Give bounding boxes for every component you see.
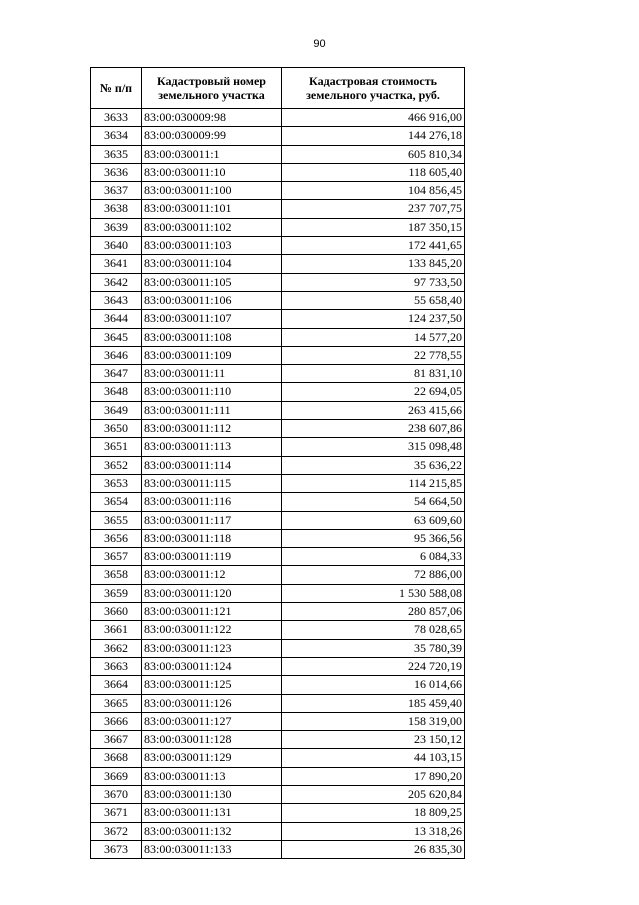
row-number: 3642 xyxy=(91,273,142,291)
table-row xyxy=(91,127,465,145)
table-row xyxy=(91,346,465,364)
cadastral-value: 16 014,66 xyxy=(282,676,465,694)
table-row xyxy=(91,676,465,694)
cadastral-value: 237 707,75 xyxy=(282,200,465,218)
cadastral-value: 35 780,39 xyxy=(282,639,465,657)
table-row xyxy=(91,328,465,346)
cadastral-number: 83:00:030011:131 xyxy=(142,804,282,822)
cadastral-number: 83:00:030011:105 xyxy=(142,273,282,291)
cadastral-number: 83:00:030011:112 xyxy=(142,420,282,438)
cadastral-number: 83:00:030011:119 xyxy=(142,548,282,566)
row-number: 3641 xyxy=(91,255,142,273)
table-row xyxy=(91,291,465,309)
table-row xyxy=(91,785,465,803)
cadastral-number: 83:00:030011:124 xyxy=(142,657,282,675)
cadastral-value: 172 441,65 xyxy=(282,237,465,255)
header-num: № п/п xyxy=(91,68,142,109)
row-number: 3653 xyxy=(91,474,142,492)
cadastral-number: 83:00:030011:129 xyxy=(142,749,282,767)
row-number: 3669 xyxy=(91,767,142,785)
table-row xyxy=(91,218,465,236)
cadastral-value: 22 694,05 xyxy=(282,383,465,401)
header-cadastral-value: Кадастровая стоимость земельного участка, руб. xyxy=(282,68,465,109)
row-number: 3637 xyxy=(91,182,142,200)
row-number: 3645 xyxy=(91,328,142,346)
cadastral-number: 83:00:030011:107 xyxy=(142,310,282,328)
row-number: 3652 xyxy=(91,456,142,474)
row-number: 3666 xyxy=(91,712,142,730)
row-number: 3672 xyxy=(91,822,142,840)
cadastral-value: 26 835,30 xyxy=(282,840,465,858)
header-row xyxy=(91,68,465,109)
cadastral-value: 466 916,00 xyxy=(282,109,465,127)
cadastral-number: 83:00:030011:109 xyxy=(142,346,282,364)
row-number: 3651 xyxy=(91,438,142,456)
table-row xyxy=(91,383,465,401)
cadastral-value: 114 215,85 xyxy=(282,474,465,492)
row-number: 3659 xyxy=(91,584,142,602)
row-number: 3654 xyxy=(91,493,142,511)
table-row xyxy=(91,365,465,383)
cadastral-number: 83:00:030011:126 xyxy=(142,694,282,712)
table-row xyxy=(91,712,465,730)
row-number: 3658 xyxy=(91,566,142,584)
table-row xyxy=(91,657,465,675)
cadastral-value: 238 607,86 xyxy=(282,420,465,438)
row-number: 3655 xyxy=(91,511,142,529)
cadastral-number: 83:00:030011:103 xyxy=(142,237,282,255)
header-cadastral-number: Кадастровый номер земельного участка xyxy=(142,68,282,109)
cadastral-value: 72 886,00 xyxy=(282,566,465,584)
cadastral-value: 144 276,18 xyxy=(282,127,465,145)
cadastral-number: 83:00:030011:127 xyxy=(142,712,282,730)
table-row xyxy=(91,529,465,547)
row-number: 3656 xyxy=(91,529,142,547)
cadastral-number: 83:00:030011:11 xyxy=(142,365,282,383)
table-header xyxy=(91,68,465,109)
table-row xyxy=(91,584,465,602)
cadastral-number: 83:00:030011:117 xyxy=(142,511,282,529)
table-body xyxy=(91,109,465,859)
table-row xyxy=(91,255,465,273)
cadastral-value: 187 350,15 xyxy=(282,218,465,236)
cadastral-value: 6 084,33 xyxy=(282,548,465,566)
cadastral-value: 97 733,50 xyxy=(282,273,465,291)
cadastral-value: 55 658,40 xyxy=(282,291,465,309)
row-number: 3662 xyxy=(91,639,142,657)
cadastral-value: 315 098,48 xyxy=(282,438,465,456)
table-row xyxy=(91,474,465,492)
cadastral-number: 83:00:030011:118 xyxy=(142,529,282,547)
table-row xyxy=(91,749,465,767)
row-number: 3665 xyxy=(91,694,142,712)
cadastral-number: 83:00:030011:123 xyxy=(142,639,282,657)
row-number: 3657 xyxy=(91,548,142,566)
cadastral-number: 83:00:030011:111 xyxy=(142,401,282,419)
table-row xyxy=(91,109,465,127)
cadastral-number: 83:00:030011:130 xyxy=(142,785,282,803)
cadastral-value: 81 831,10 xyxy=(282,365,465,383)
cadastral-number: 83:00:030011:1 xyxy=(142,145,282,163)
cadastral-number: 83:00:030011:116 xyxy=(142,493,282,511)
cadastral-number: 83:00:030011:10 xyxy=(142,163,282,181)
cadastral-number: 83:00:030011:122 xyxy=(142,621,282,639)
table-row xyxy=(91,694,465,712)
row-number: 3663 xyxy=(91,657,142,675)
row-number: 3660 xyxy=(91,603,142,621)
row-number: 3661 xyxy=(91,621,142,639)
cadastral-value: 44 103,15 xyxy=(282,749,465,767)
cadastral-value: 104 856,45 xyxy=(282,182,465,200)
cadastral-number: 83:00:030011:114 xyxy=(142,456,282,474)
row-number: 3650 xyxy=(91,420,142,438)
row-number: 3634 xyxy=(91,127,142,145)
table-row xyxy=(91,566,465,584)
cadastral-number: 83:00:030011:13 xyxy=(142,767,282,785)
row-number: 3670 xyxy=(91,785,142,803)
cadastral-value: 78 028,65 xyxy=(282,621,465,639)
row-number: 3664 xyxy=(91,676,142,694)
cadastral-value-table xyxy=(90,67,465,859)
cadastral-value: 54 664,50 xyxy=(282,493,465,511)
cadastral-number: 83:00:030011:133 xyxy=(142,840,282,858)
cadastral-value: 13 318,26 xyxy=(282,822,465,840)
cadastral-number: 83:00:030011:113 xyxy=(142,438,282,456)
cadastral-number: 83:00:030011:108 xyxy=(142,328,282,346)
cadastral-value: 280 857,06 xyxy=(282,603,465,621)
cadastral-value: 18 809,25 xyxy=(282,804,465,822)
table-row xyxy=(91,822,465,840)
table-row xyxy=(91,767,465,785)
cadastral-value: 63 609,60 xyxy=(282,511,465,529)
cadastral-value: 22 778,55 xyxy=(282,346,465,364)
row-number: 3668 xyxy=(91,749,142,767)
table-row xyxy=(91,493,465,511)
table-row xyxy=(91,548,465,566)
cadastral-value: 185 459,40 xyxy=(282,694,465,712)
table-row xyxy=(91,200,465,218)
cadastral-number: 83:00:030011:115 xyxy=(142,474,282,492)
cadastral-value: 1 530 588,08 xyxy=(282,584,465,602)
cadastral-value: 17 890,20 xyxy=(282,767,465,785)
cadastral-value: 118 605,40 xyxy=(282,163,465,181)
table-row xyxy=(91,420,465,438)
row-number: 3644 xyxy=(91,310,142,328)
table-row xyxy=(91,456,465,474)
table-row xyxy=(91,840,465,858)
table-row xyxy=(91,273,465,291)
row-number: 3673 xyxy=(91,840,142,858)
cadastral-number: 83:00:030011:125 xyxy=(142,676,282,694)
cadastral-number: 83:00:030011:120 xyxy=(142,584,282,602)
table-row xyxy=(91,145,465,163)
row-number: 3649 xyxy=(91,401,142,419)
row-number: 3638 xyxy=(91,200,142,218)
table-row xyxy=(91,804,465,822)
cadastral-value: 605 810,34 xyxy=(282,145,465,163)
cadastral-value: 14 577,20 xyxy=(282,328,465,346)
row-number: 3643 xyxy=(91,291,142,309)
table-row xyxy=(91,310,465,328)
cadastral-number: 83:00:030009:99 xyxy=(142,127,282,145)
cadastral-number: 83:00:030011:12 xyxy=(142,566,282,584)
cadastral-value: 124 237,50 xyxy=(282,310,465,328)
table-row xyxy=(91,438,465,456)
cadastral-number: 83:00:030011:100 xyxy=(142,182,282,200)
row-number: 3646 xyxy=(91,346,142,364)
cadastral-number: 83:00:030011:101 xyxy=(142,200,282,218)
cadastral-number: 83:00:030011:106 xyxy=(142,291,282,309)
row-number: 3671 xyxy=(91,804,142,822)
cadastral-value: 205 620,84 xyxy=(282,785,465,803)
cadastral-value: 224 720,19 xyxy=(282,657,465,675)
table-row xyxy=(91,731,465,749)
table-row xyxy=(91,182,465,200)
row-number: 3647 xyxy=(91,365,142,383)
row-number: 3640 xyxy=(91,237,142,255)
cadastral-number: 83:00:030011:132 xyxy=(142,822,282,840)
table-row xyxy=(91,401,465,419)
row-number: 3633 xyxy=(91,109,142,127)
cadastral-number: 83:00:030011:102 xyxy=(142,218,282,236)
table-row xyxy=(91,621,465,639)
cadastral-value: 263 415,66 xyxy=(282,401,465,419)
cadastral-value: 23 150,12 xyxy=(282,731,465,749)
table-row xyxy=(91,511,465,529)
table-row xyxy=(91,639,465,657)
cadastral-value: 95 366,56 xyxy=(282,529,465,547)
table-row xyxy=(91,237,465,255)
row-number: 3636 xyxy=(91,163,142,181)
cadastral-value: 35 636,22 xyxy=(282,456,465,474)
page-number: 90 xyxy=(313,38,326,50)
row-number: 3648 xyxy=(91,383,142,401)
cadastral-value: 133 845,20 xyxy=(282,255,465,273)
row-number: 3635 xyxy=(91,145,142,163)
table-row xyxy=(91,603,465,621)
cadastral-number: 83:00:030011:128 xyxy=(142,731,282,749)
table-row xyxy=(91,163,465,181)
cadastral-number: 83:00:030011:110 xyxy=(142,383,282,401)
cadastral-value: 158 319,00 xyxy=(282,712,465,730)
row-number: 3667 xyxy=(91,731,142,749)
row-number: 3639 xyxy=(91,218,142,236)
cadastral-number: 83:00:030011:121 xyxy=(142,603,282,621)
cadastral-number: 83:00:030009:98 xyxy=(142,109,282,127)
cadastral-number: 83:00:030011:104 xyxy=(142,255,282,273)
